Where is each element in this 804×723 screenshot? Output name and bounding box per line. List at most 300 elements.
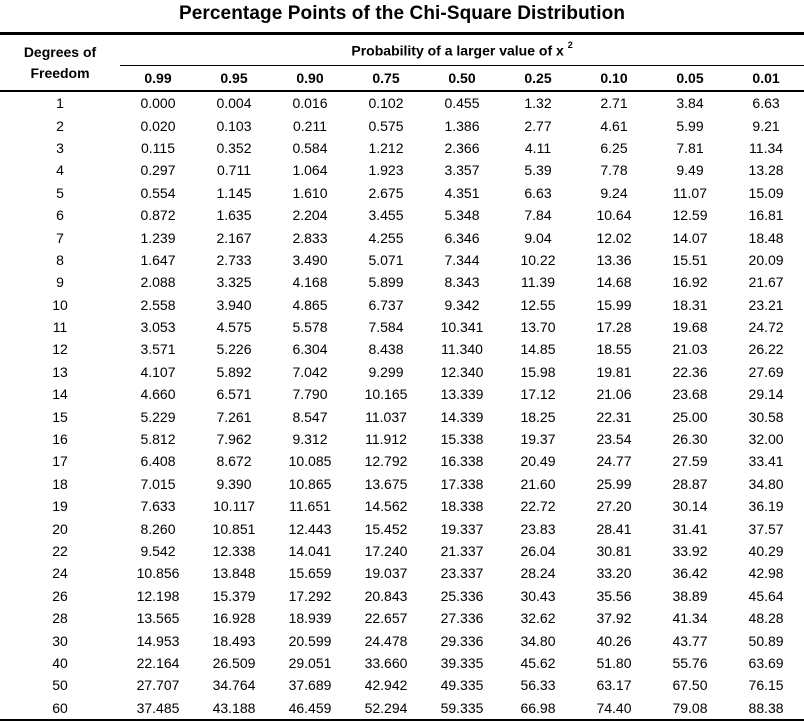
value-cell: 5.892: [216, 363, 252, 380]
degrees-of-freedom-cell: 10: [52, 296, 68, 313]
table-row: [0, 495, 804, 517]
value-cell: 4.660: [140, 386, 176, 403]
value-cell: 2.675: [368, 184, 404, 201]
table-row: [0, 652, 804, 674]
value-cell: 10.165: [364, 386, 408, 403]
value-cell: 37.92: [596, 610, 632, 627]
degrees-of-freedom-cell: 3: [56, 139, 64, 156]
value-cell: 7.790: [292, 386, 328, 403]
value-cell: 28.24: [520, 565, 556, 582]
value-cell: 11.037: [365, 408, 407, 425]
table-row: [0, 697, 804, 720]
value-cell: 25.99: [596, 475, 632, 492]
value-cell: 19.81: [596, 363, 632, 380]
value-cell: 4.351: [444, 184, 480, 201]
value-cell: 34.80: [748, 475, 784, 492]
probability-column-header: 0.05: [652, 66, 728, 92]
value-cell: 36.42: [672, 565, 708, 582]
degrees-of-freedom-cell: 1: [56, 95, 64, 112]
degrees-of-freedom-cell: 14: [52, 386, 68, 403]
value-cell: 76.15: [748, 677, 784, 694]
table-row: [0, 629, 804, 651]
value-cell: 4.61: [600, 117, 628, 134]
value-cell: 9.390: [216, 475, 252, 492]
value-cell: 2.77: [524, 117, 552, 134]
table-row: [0, 405, 804, 427]
value-cell: 13.28: [748, 162, 784, 179]
value-cell: 23.54: [596, 431, 632, 448]
value-cell: 15.659: [288, 565, 332, 582]
value-cell: 33.660: [364, 654, 408, 671]
value-cell: 1.923: [368, 162, 404, 179]
value-cell: 51.80: [596, 654, 632, 671]
value-cell: 0.103: [216, 117, 252, 134]
value-cell: 9.21: [752, 117, 780, 134]
value-cell: 35.56: [596, 587, 632, 604]
value-cell: 26.509: [212, 654, 256, 671]
value-cell: 30.14: [672, 498, 708, 515]
value-cell: 6.737: [368, 296, 404, 313]
value-cell: 3.357: [444, 162, 480, 179]
value-cell: 4.865: [292, 296, 328, 313]
value-cell: 33.41: [748, 453, 784, 470]
value-cell: 14.953: [136, 632, 180, 649]
value-cell: 8.672: [216, 453, 252, 470]
chi-square-table: [0, 32, 804, 721]
value-cell: 12.443: [288, 520, 332, 537]
value-cell: 13.675: [364, 475, 408, 492]
value-cell: 7.78: [600, 162, 628, 179]
value-cell: 17.240: [364, 543, 408, 559]
value-cell: 1.145: [216, 184, 252, 201]
value-cell: 14.68: [596, 274, 632, 291]
value-cell: 19.37: [520, 431, 556, 448]
table-row: [0, 383, 804, 405]
degrees-of-freedom-cell: 20: [52, 520, 68, 537]
value-cell: 4.255: [368, 229, 404, 246]
degrees-of-freedom-cell: 28: [52, 610, 68, 627]
value-cell: 16.338: [440, 453, 484, 470]
value-cell: 34.764: [212, 677, 256, 694]
value-cell: 79.08: [652, 697, 728, 720]
probability-column-header: 0.99: [120, 66, 196, 92]
value-cell: 17.12: [520, 386, 556, 403]
value-cell: 6.304: [292, 341, 328, 358]
table-row: [0, 114, 804, 136]
value-cell: 3.053: [140, 319, 176, 336]
value-cell: 11.34: [749, 139, 784, 156]
value-cell: 9.342: [444, 296, 480, 313]
value-cell: 2.733: [216, 251, 252, 268]
value-cell: 25.00: [672, 408, 708, 425]
value-cell: 7.042: [292, 363, 328, 380]
value-cell: 14.562: [364, 498, 408, 515]
value-cell: 55.76: [672, 654, 708, 671]
value-cell: 12.792: [364, 453, 408, 470]
degrees-of-freedom-cell: 4: [56, 162, 64, 179]
value-cell: 21.03: [672, 341, 708, 358]
value-cell: 2.833: [292, 229, 328, 246]
value-cell: 23.83: [520, 520, 556, 537]
value-cell: 43.188: [196, 697, 272, 720]
value-cell: 24.478: [364, 632, 408, 649]
value-cell: 26.04: [520, 543, 556, 559]
value-cell: 21.337: [440, 543, 484, 559]
value-cell: 36.19: [748, 498, 784, 515]
degrees-of-freedom-cell: 13: [52, 363, 68, 380]
table-row: [0, 91, 804, 114]
value-cell: 7.81: [676, 139, 704, 156]
value-cell: 0.004: [216, 95, 252, 112]
value-cell: 11.651: [289, 498, 331, 515]
degrees-of-freedom-cell: 8: [56, 251, 64, 268]
value-cell: 12.338: [212, 543, 256, 559]
value-cell: 37.485: [120, 697, 196, 720]
value-cell: 4.11: [524, 139, 552, 156]
value-cell: 40.26: [596, 632, 632, 649]
value-cell: 13.36: [596, 251, 632, 268]
value-cell: 39.335: [440, 654, 484, 671]
value-cell: 26.22: [748, 341, 784, 358]
value-cell: 3.571: [140, 341, 176, 358]
value-cell: 67.50: [672, 677, 708, 694]
value-cell: 15.09: [748, 184, 784, 201]
table-row: [0, 338, 804, 360]
value-cell: 29.336: [440, 632, 484, 649]
value-cell: 3.455: [368, 207, 404, 224]
value-cell: 18.31: [672, 296, 708, 313]
value-cell: 24.77: [596, 453, 632, 470]
degrees-of-freedom-cell: 40: [52, 654, 68, 671]
value-cell: 21.67: [748, 274, 784, 291]
value-cell: 10.851: [212, 520, 256, 537]
probability-header: [120, 34, 804, 66]
value-cell: 6.571: [216, 386, 252, 403]
probability-values-row: [0, 66, 804, 92]
value-cell: 7.84: [524, 207, 552, 224]
value-cell: 32.62: [520, 610, 556, 627]
value-cell: 6.408: [140, 453, 176, 470]
value-cell: 12.55: [520, 296, 556, 313]
value-cell: 2.088: [140, 274, 176, 291]
table-row: [0, 361, 804, 383]
value-cell: 12.198: [136, 587, 180, 604]
value-cell: 23.337: [440, 565, 484, 582]
value-cell: 7.344: [444, 251, 480, 268]
probability-column-header: 0.95: [196, 66, 272, 92]
degrees-of-freedom-cell: 17: [52, 453, 68, 470]
table-row: [0, 428, 804, 450]
value-cell: 11.912: [365, 431, 407, 448]
value-cell: 10.64: [596, 207, 632, 224]
table-row: [0, 271, 804, 293]
degrees-of-freedom-cell: 6: [56, 207, 64, 224]
value-cell: 37.689: [288, 677, 332, 694]
value-cell: 52.294: [348, 697, 424, 720]
value-cell: 9.49: [676, 162, 704, 179]
value-cell: 0.115: [141, 139, 175, 156]
value-cell: 14.041: [288, 543, 332, 559]
value-cell: 32.00: [748, 431, 784, 448]
degrees-of-freedom-cell: 2: [56, 117, 64, 134]
value-cell: 10.341: [440, 319, 484, 336]
degrees-of-freedom-cell: 11: [52, 319, 68, 336]
value-cell: 7.633: [140, 498, 176, 515]
value-cell: 1.239: [140, 229, 176, 246]
value-cell: 37.57: [748, 520, 784, 537]
value-cell: 27.59: [672, 453, 708, 470]
table-row: [0, 562, 804, 584]
value-cell: 18.338: [440, 498, 484, 515]
value-cell: 41.34: [672, 610, 708, 627]
value-cell: 12.340: [440, 363, 484, 380]
value-cell: 14.07: [672, 229, 708, 246]
table-row: [0, 316, 804, 338]
value-cell: 2.558: [140, 296, 176, 313]
value-cell: 9.24: [600, 184, 628, 201]
value-cell: 14.85: [520, 341, 556, 358]
value-cell: 27.707: [136, 677, 180, 694]
value-cell: 24.72: [748, 319, 784, 336]
degrees-of-freedom-cell: 9: [56, 274, 64, 291]
value-cell: 1.386: [444, 117, 480, 134]
value-cell: 18.48: [748, 229, 784, 246]
table-row: [0, 182, 804, 204]
probability-column-header: 0.10: [576, 66, 652, 92]
degrees-of-freedom-header: [0, 34, 120, 92]
value-cell: 6.63: [524, 184, 552, 201]
degrees-of-freedom-cell: 15: [52, 408, 68, 425]
value-cell: 5.071: [368, 251, 404, 268]
value-cell: 28.41: [596, 520, 632, 537]
value-cell: 16.81: [748, 207, 784, 224]
value-cell: 5.39: [524, 162, 552, 179]
value-cell: 0.872: [140, 207, 176, 224]
value-cell: 16.92: [672, 274, 708, 291]
value-cell: 23.21: [748, 296, 784, 313]
value-cell: 59.335: [424, 697, 500, 720]
value-cell: 7.962: [216, 431, 252, 448]
value-cell: 0.455: [444, 95, 480, 112]
degrees-of-freedom-cell: 24: [52, 565, 68, 582]
value-cell: 2.204: [292, 207, 328, 224]
value-cell: 29.14: [748, 386, 784, 403]
value-cell: 0.102: [368, 95, 404, 112]
table-row: [0, 159, 804, 181]
value-cell: 42.942: [364, 677, 408, 694]
table-row: [0, 473, 804, 495]
value-cell: 0.297: [140, 162, 176, 179]
table-row: [0, 204, 804, 226]
value-cell: 30.58: [748, 408, 784, 425]
value-cell: 7.261: [216, 408, 252, 425]
value-cell: 30.81: [596, 543, 632, 559]
value-cell: 20.599: [288, 632, 332, 649]
table-row: [0, 517, 804, 539]
probability-column-header: 0.01: [728, 66, 804, 92]
value-cell: 42.98: [748, 565, 784, 582]
value-cell: 1.635: [216, 207, 252, 224]
degrees-of-freedom-cell: 18: [52, 475, 68, 492]
probability-column-header: 0.75: [348, 66, 424, 92]
value-cell: 22.657: [364, 610, 408, 627]
degrees-of-freedom-cell: 30: [52, 632, 68, 649]
value-cell: 5.578: [292, 319, 328, 336]
value-cell: 1.647: [140, 251, 176, 268]
value-cell: 0.211: [293, 117, 327, 134]
value-cell: 4.575: [216, 319, 252, 336]
value-cell: 9.542: [140, 543, 176, 559]
value-cell: 45.62: [520, 654, 556, 671]
value-cell: 45.64: [748, 587, 784, 604]
value-cell: 1.32: [524, 95, 552, 112]
value-cell: 40.29: [748, 543, 784, 559]
value-cell: 43.77: [672, 632, 708, 649]
table-row: [0, 585, 804, 607]
page-title: Percentage Points of the Chi-Square Distribution: [178, 3, 626, 24]
value-cell: 3.940: [216, 296, 252, 313]
value-cell: 38.89: [672, 587, 708, 604]
value-cell: 19.337: [440, 520, 484, 537]
table-row: [0, 249, 804, 271]
value-cell: 74.40: [576, 697, 652, 720]
value-cell: 11.07: [673, 184, 707, 201]
value-cell: 12.59: [672, 207, 708, 224]
value-cell: 7.584: [368, 319, 404, 336]
degrees-of-freedom-cell: 19: [52, 498, 68, 515]
degrees-of-freedom-cell: 50: [52, 677, 68, 694]
value-cell: 5.99: [676, 117, 704, 134]
value-cell: 22.36: [672, 363, 708, 380]
probability-column-header: 0.90: [272, 66, 348, 92]
value-cell: 27.20: [596, 498, 632, 515]
value-cell: 28.87: [672, 475, 708, 492]
value-cell: 29.051: [288, 654, 332, 671]
value-cell: 8.260: [140, 520, 176, 537]
value-cell: 4.168: [292, 274, 328, 291]
value-cell: 5.899: [368, 274, 404, 291]
value-cell: 6.63: [752, 95, 780, 112]
value-cell: 18.55: [596, 341, 632, 358]
value-cell: 21.06: [596, 386, 632, 403]
value-cell: 15.452: [364, 520, 408, 537]
value-cell: 0.020: [140, 117, 176, 134]
value-cell: 20.843: [364, 587, 408, 604]
degrees-of-freedom-cell: 7: [56, 229, 64, 246]
value-cell: 63.17: [596, 677, 632, 694]
value-cell: 50.89: [748, 632, 784, 649]
value-cell: 46.459: [272, 697, 348, 720]
value-cell: 27.336: [440, 610, 484, 627]
value-cell: 8.343: [444, 274, 480, 291]
value-cell: 10.865: [288, 475, 332, 492]
value-cell: 0.575: [368, 117, 404, 134]
value-cell: 48.28: [748, 610, 784, 627]
value-cell: 2.167: [216, 229, 252, 246]
value-cell: 0.711: [217, 162, 251, 179]
degrees-of-freedom-cell: 12: [52, 341, 68, 358]
value-cell: 88.38: [728, 697, 804, 720]
value-cell: 3.325: [216, 274, 252, 291]
value-cell: 13.565: [136, 610, 180, 627]
value-cell: 56.33: [520, 677, 556, 694]
value-cell: 21.60: [520, 475, 556, 492]
degrees-of-freedom-cell: 26: [52, 587, 68, 604]
value-cell: 30.43: [520, 587, 556, 604]
value-cell: 5.348: [444, 207, 480, 224]
value-cell: 17.338: [440, 475, 484, 492]
value-cell: 15.338: [440, 431, 484, 448]
value-cell: 3.84: [676, 95, 704, 112]
value-cell: 15.51: [672, 251, 708, 268]
table-body: [0, 91, 804, 720]
probability-header-label: Probability of a larger value of x: [351, 42, 564, 59]
value-cell: 33.92: [672, 543, 708, 559]
value-cell: 8.438: [368, 341, 404, 358]
value-cell: 8.547: [292, 408, 328, 425]
table-row: [0, 226, 804, 248]
value-cell: 9.299: [368, 363, 404, 380]
value-cell: 20.49: [520, 453, 556, 470]
table-row: [0, 137, 804, 159]
value-cell: 22.164: [136, 654, 180, 671]
value-cell: 16.928: [212, 610, 256, 627]
value-cell: 20.09: [748, 251, 784, 268]
value-cell: 11.340: [441, 341, 483, 358]
value-cell: 1.064: [292, 162, 328, 179]
degrees-of-freedom-cell: 5: [56, 184, 64, 201]
value-cell: 18.939: [288, 610, 332, 627]
value-cell: 15.99: [596, 296, 632, 313]
value-cell: 27.69: [748, 363, 784, 380]
value-cell: 25.336: [440, 587, 484, 604]
value-cell: 34.80: [520, 632, 556, 649]
value-cell: 22.72: [520, 498, 556, 515]
table-row: [0, 674, 804, 696]
value-cell: 19.68: [672, 319, 708, 336]
value-cell: 17.292: [288, 587, 332, 604]
table-row: [0, 607, 804, 629]
value-cell: 22.31: [596, 408, 632, 425]
value-cell: 5.812: [140, 431, 176, 448]
table-row: [0, 294, 804, 316]
value-cell: 23.68: [672, 386, 708, 403]
value-cell: 10.22: [520, 251, 556, 268]
value-cell: 18.493: [212, 632, 256, 649]
value-cell: 31.41: [672, 520, 708, 537]
value-cell: 12.02: [596, 229, 632, 246]
header-row-top: [0, 34, 804, 66]
value-cell: 18.25: [520, 408, 556, 425]
value-cell: 1.610: [292, 184, 328, 201]
value-cell: 17.28: [596, 319, 632, 336]
value-cell: 6.25: [600, 139, 628, 156]
value-cell: 66.98: [500, 697, 576, 720]
value-cell: 13.848: [212, 565, 256, 582]
value-cell: 3.490: [292, 251, 328, 268]
value-cell: 0.584: [292, 139, 328, 156]
df-header-line1: Degrees of: [23, 43, 97, 60]
value-cell: 9.04: [524, 229, 552, 246]
value-cell: 10.856: [136, 565, 180, 582]
value-cell: 2.71: [600, 95, 628, 112]
table-row: [0, 450, 804, 472]
value-cell: 33.20: [596, 565, 632, 582]
value-cell: 0.554: [140, 184, 176, 201]
degrees-of-freedom-cell: 22: [52, 543, 68, 559]
value-cell: 0.016: [292, 95, 328, 112]
value-cell: 9.312: [292, 431, 328, 448]
